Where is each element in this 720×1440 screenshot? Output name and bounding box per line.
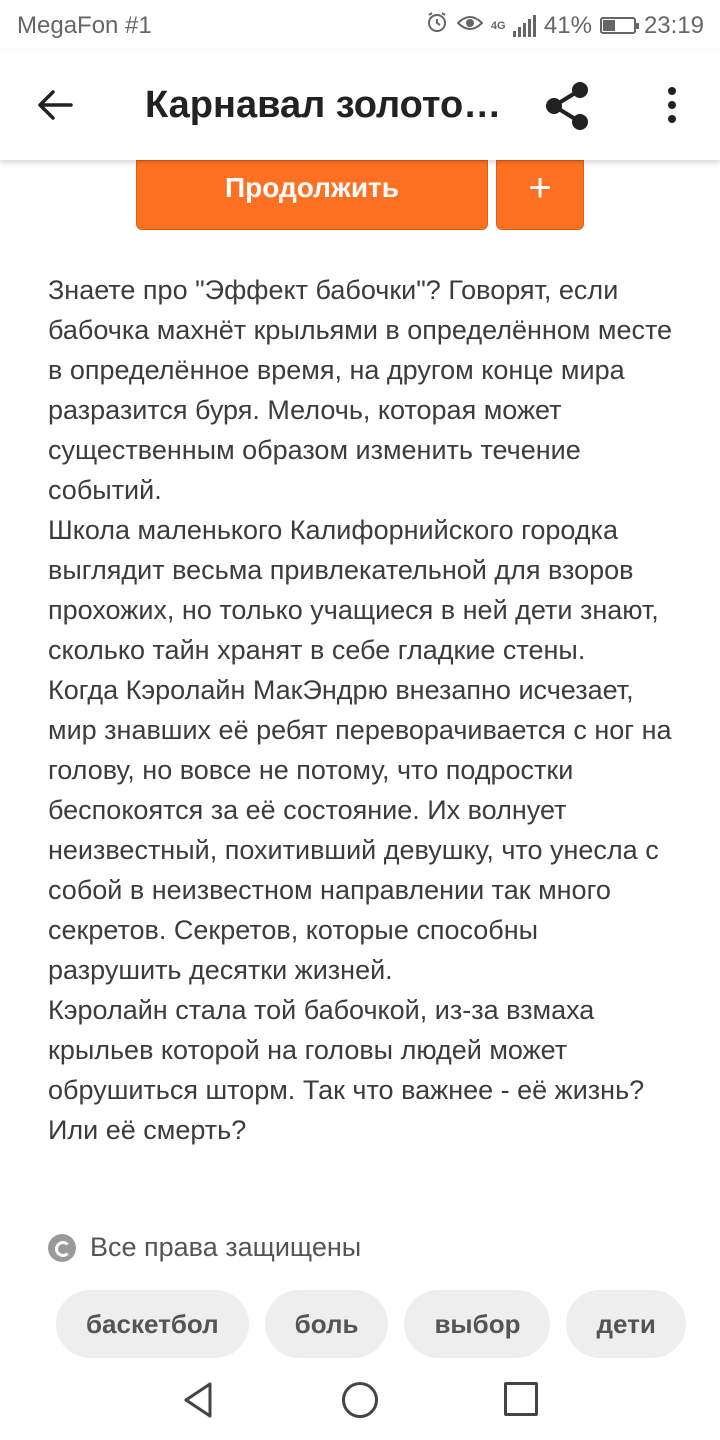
tag-chip[interactable]: баскетбол [56, 1290, 249, 1358]
status-icons [425, 10, 704, 41]
network-type-icon: 4G [490, 19, 506, 32]
description-paragraph: Кэролайн стала той бабочкой, из-за взмаха крыльев которой на головы людей может обрушиться шторм. Так что важнее - её жизнь? Или её смерть? [48, 995, 645, 1145]
copyright-text: Все права защищены [90, 1232, 362, 1262]
arrow-left-icon [37, 89, 73, 121]
book-description [48, 270, 678, 1150]
copyright-notice [48, 1232, 361, 1263]
back-button[interactable] [30, 80, 80, 130]
add-button[interactable]: + [496, 160, 584, 230]
status-bar [0, 0, 720, 50]
clock: 23:19 [643, 11, 704, 39]
signal-icon [513, 15, 536, 37]
tag-chip[interactable]: выбор [404, 1290, 550, 1358]
more-vert-icon [668, 87, 676, 95]
copyright-icon [48, 1234, 76, 1262]
description-paragraph: Знаете про "Эффект бабочки"? Говорят, если бабочка махнёт крыльями в определённом месте в определённое время, на другом конце мира разразится буря. Мелочь, которая может существенным образом изменить течение событий. [48, 275, 673, 505]
nav-back-button[interactable] [180, 1380, 220, 1420]
app-toolbar [0, 50, 720, 160]
battery-percent: 41% [543, 11, 592, 39]
share-icon [540, 78, 596, 134]
tag-chip[interactable]: боль [265, 1290, 389, 1358]
system-nav-bar [0, 1360, 720, 1440]
alarm-icon [425, 10, 449, 41]
share-button[interactable] [540, 78, 596, 134]
triangle-back-icon [180, 1380, 220, 1420]
nav-recents-button[interactable] [504, 1382, 538, 1416]
eye-comfort-icon [457, 12, 483, 40]
description-paragraph: Когда Кэролайн МакЭндрю внезапно исчезает, мир знавших её ребят переворачивается с ног на голову, но вовсе не потому, что подростки беспокоятся за её состояние. Их волнует неизвестный, похитивший девушку, что унесла с собой в неизвестном направлении так много секретов. Секретов, которые способны разрушить десятки жизней. [48, 675, 672, 985]
carrier-name: MegaFon #1 [17, 12, 152, 39]
battery-icon [600, 17, 636, 34]
tag-list[interactable] [56, 1290, 688, 1358]
more-options-button[interactable] [652, 80, 692, 130]
description-paragraph: Школа маленького Калифорнийского городка выглядит весьма привлекательной для взоров прохожих, но только учащиеся в ней дети знают, сколько тайн хранят в себе гладкие стены. [48, 515, 659, 665]
page-title: Карнавал золото… [145, 84, 502, 126]
continue-button[interactable]: Продолжить [136, 160, 488, 230]
tag-chip[interactable]: дети [566, 1290, 685, 1358]
nav-home-button[interactable] [342, 1382, 378, 1418]
action-buttons [0, 160, 720, 232]
